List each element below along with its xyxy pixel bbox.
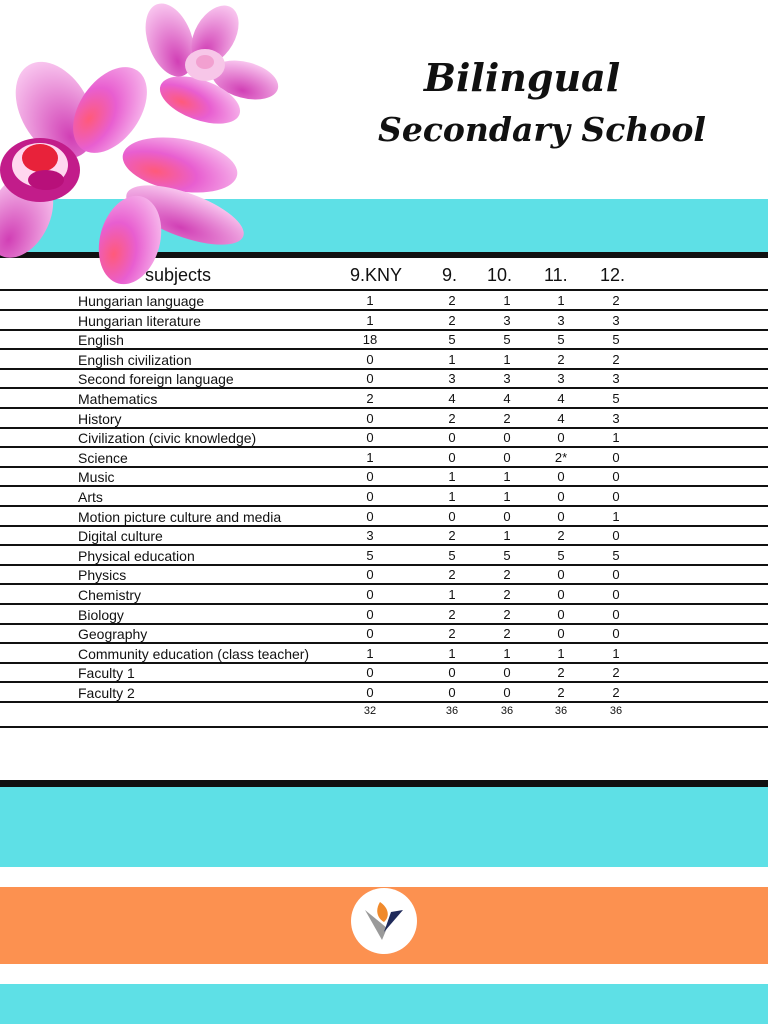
row-value: 5 xyxy=(366,547,374,563)
row-value: 1 xyxy=(448,645,456,661)
row-value: 5 xyxy=(557,547,565,563)
row-value: 1 xyxy=(503,293,511,308)
row-value: 0 xyxy=(503,508,511,524)
column-total: 36 xyxy=(554,705,568,717)
row-value: 3 xyxy=(557,371,565,387)
table-divider xyxy=(0,726,768,728)
row-value: 0 xyxy=(366,351,374,367)
orchid-flowers-icon xyxy=(0,0,290,285)
row-value: 0 xyxy=(557,430,565,446)
row-value: 2 xyxy=(503,606,511,622)
row-value: 0 xyxy=(366,606,374,622)
row-value: 18 xyxy=(362,332,378,348)
table-divider xyxy=(0,642,768,644)
row-value: 2 xyxy=(448,567,456,583)
row-value: 1 xyxy=(448,587,456,602)
table-divider xyxy=(0,387,768,389)
row-subject: English civilization xyxy=(78,351,192,368)
table-divider xyxy=(0,407,768,409)
row-value: 3 xyxy=(503,371,511,387)
table-divider xyxy=(0,505,768,507)
row-value: 2 xyxy=(612,665,620,681)
row-subject: History xyxy=(78,410,122,427)
row-value: 4 xyxy=(557,391,565,406)
table-divider xyxy=(0,485,768,487)
row-value: 1 xyxy=(503,645,511,661)
row-value: 3 xyxy=(612,410,620,426)
page-title-line2: Secondary School xyxy=(378,110,706,149)
row-value: 1 xyxy=(612,430,620,446)
row-value: 5 xyxy=(448,547,456,563)
header-col-11: 11. xyxy=(544,265,568,285)
row-value: 1 xyxy=(503,469,511,485)
row-value: 0 xyxy=(612,587,620,602)
table-divider xyxy=(0,701,768,703)
row-value: 4 xyxy=(557,410,565,426)
row-value: 0 xyxy=(503,430,511,446)
row-value: 3 xyxy=(557,312,565,328)
header-col-10: 10. xyxy=(487,265,513,285)
row-subject: English xyxy=(78,332,124,349)
row-subject: Civilization (civic knowledge) xyxy=(78,430,257,447)
row-value: 0 xyxy=(366,430,374,446)
table-divider xyxy=(0,623,768,625)
header-col-9kny: 9.KNY xyxy=(350,265,403,285)
row-value: 2 xyxy=(448,312,456,328)
row-value: 5 xyxy=(448,332,456,348)
row-value: 1 xyxy=(448,489,456,504)
row-value: 1 xyxy=(366,645,374,661)
row-value: 5 xyxy=(503,332,511,348)
row-value: 1 xyxy=(503,528,511,544)
table-divider xyxy=(0,368,768,370)
table-divider xyxy=(0,427,768,429)
row-value: 0 xyxy=(612,567,620,583)
table-divider xyxy=(0,662,768,664)
row-value: 0 xyxy=(503,685,511,700)
row-value: 2 xyxy=(612,293,620,308)
row-value: 0 xyxy=(366,685,374,700)
row-value: 0 xyxy=(366,508,374,524)
row-value: 0 xyxy=(557,587,565,602)
row-value: 2 xyxy=(557,665,565,681)
row-subject: Faculty 2 xyxy=(78,685,135,701)
row-value: 0 xyxy=(503,665,511,681)
row-value: 3 xyxy=(612,371,620,387)
row-value: 1 xyxy=(557,645,565,661)
row-value: 1 xyxy=(503,489,511,504)
bottom-cyan-band xyxy=(0,787,768,867)
row-value: 4 xyxy=(448,391,456,406)
table-divider xyxy=(0,681,768,683)
row-value: 0 xyxy=(612,528,620,544)
table-divider xyxy=(0,603,768,605)
row-value: 0 xyxy=(366,489,374,504)
row-value: 0 xyxy=(557,489,565,504)
column-total: 36 xyxy=(609,705,623,717)
row-value: 3 xyxy=(448,371,456,387)
row-value: 2 xyxy=(366,391,374,406)
row-value: 2 xyxy=(503,567,511,583)
footer-cyan-band xyxy=(0,984,768,1024)
row-value: 3 xyxy=(612,312,620,328)
row-subject: Hungarian literature xyxy=(78,312,201,329)
row-value: 0 xyxy=(448,685,456,700)
row-value: 2 xyxy=(503,587,511,602)
row-value: 0 xyxy=(612,449,620,465)
row-subject: Hungarian language xyxy=(78,293,205,309)
row-value: 0 xyxy=(557,606,565,622)
table-divider xyxy=(0,583,768,585)
row-subject: Arts xyxy=(78,489,103,505)
row-value: 0 xyxy=(557,469,565,485)
row-value: 4 xyxy=(503,391,511,406)
row-subject: Biology xyxy=(78,606,124,623)
table-divider xyxy=(0,446,768,448)
row-value: 2 xyxy=(612,351,620,367)
header-col-9: 9. xyxy=(442,265,458,285)
row-subject: Faculty 1 xyxy=(78,665,135,682)
table-divider xyxy=(0,564,768,566)
row-value: 2 xyxy=(557,351,565,367)
row-subject: Mathematics xyxy=(78,391,158,407)
row-value: 3 xyxy=(366,528,374,544)
row-value: 0 xyxy=(448,449,456,465)
row-value: 0 xyxy=(557,508,565,524)
row-value: 0 xyxy=(448,508,456,524)
row-value: 0 xyxy=(557,567,565,583)
row-value: 0 xyxy=(612,469,620,485)
row-value: 2 xyxy=(503,626,511,642)
row-value: 1 xyxy=(557,293,565,308)
row-value: 0 xyxy=(448,665,456,681)
row-value: 0 xyxy=(366,371,374,387)
table-divider xyxy=(0,309,768,311)
row-value: 0 xyxy=(612,606,620,622)
table-divider xyxy=(0,466,768,468)
header-subjects: subjects xyxy=(145,265,212,285)
table-divider xyxy=(0,289,768,291)
row-value: 1 xyxy=(612,645,620,661)
row-value: 2 xyxy=(503,410,511,426)
row-value: 1 xyxy=(503,351,511,367)
row-subject: Science xyxy=(78,449,128,466)
row-subject: Physics xyxy=(78,567,127,584)
row-value: 5 xyxy=(503,547,511,563)
row-subject: Music xyxy=(78,469,115,486)
row-value: 1 xyxy=(612,508,620,524)
row-value: 0 xyxy=(366,626,374,642)
row-subject: Chemistry xyxy=(78,587,142,603)
row-value: 0 xyxy=(557,626,565,642)
row-value: 0 xyxy=(448,430,456,446)
page-title-line1: Bilingual xyxy=(423,55,621,100)
row-value: 0 xyxy=(366,665,374,681)
row-value: 2 xyxy=(448,528,456,544)
row-value: 2 xyxy=(448,626,456,642)
row-subject: Digital culture xyxy=(78,528,163,545)
header-col-12: 12. xyxy=(600,265,626,285)
row-value: 2* xyxy=(554,449,568,465)
column-total: 32 xyxy=(363,705,377,717)
row-value: 2 xyxy=(448,606,456,622)
table-divider xyxy=(0,544,768,546)
row-value: 5 xyxy=(612,391,620,406)
row-subject: Community education (class teacher) xyxy=(78,645,310,662)
table-divider xyxy=(0,348,768,350)
row-value: 0 xyxy=(612,489,620,504)
row-value: 5 xyxy=(557,332,565,348)
row-value: 0 xyxy=(612,626,620,642)
bottom-black-rule xyxy=(0,780,768,787)
column-total: 36 xyxy=(445,705,459,717)
row-value: 0 xyxy=(366,567,374,583)
row-value: 1 xyxy=(366,312,374,328)
row-value: 5 xyxy=(612,332,620,348)
column-total: 36 xyxy=(500,705,514,717)
table-divider xyxy=(0,525,768,527)
row-value: 0 xyxy=(366,469,374,485)
row-value: 2 xyxy=(557,685,565,700)
row-value: 0 xyxy=(366,410,374,426)
row-value: 0 xyxy=(366,587,374,602)
row-value: 2 xyxy=(557,528,565,544)
row-value: 1 xyxy=(366,449,374,465)
row-subject: Motion picture culture and media xyxy=(78,508,282,525)
row-value: 1 xyxy=(366,293,374,308)
row-value: 1 xyxy=(448,469,456,485)
row-value: 2 xyxy=(448,410,456,426)
table-divider xyxy=(0,329,768,331)
row-value: 2 xyxy=(448,293,456,308)
row-subject: Second foreign language xyxy=(78,371,234,388)
row-subject: Physical education xyxy=(78,547,195,564)
row-value: 1 xyxy=(448,351,456,367)
row-subject: Geography xyxy=(78,626,148,643)
row-value: 3 xyxy=(503,312,511,328)
row-value: 5 xyxy=(612,547,620,563)
row-value: 0 xyxy=(503,449,511,465)
row-value: 2 xyxy=(612,685,620,700)
school-logo-icon xyxy=(351,888,417,954)
